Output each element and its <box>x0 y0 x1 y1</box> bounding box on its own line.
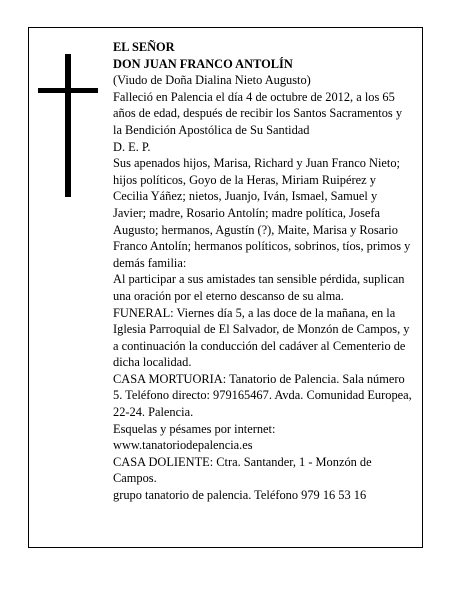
obituary-title: EL SEÑOR <box>113 40 175 54</box>
prayer-paragraph: Al participar a sus amistades tan sensible pérdida, suplican una oración por el eterno descanso de su alma. <box>113 272 405 303</box>
cross-icon <box>65 54 71 197</box>
deceased-name: DON JUAN FRANCO ANTOLÍN <box>113 56 293 71</box>
death-paragraph: Falleció en Palencia el día 4 de octubre de 2012, a los 65 años de edad, después de recibir los Santos Sacramentos y la Bendición Apostólica de Su Santidad <box>113 89 403 137</box>
cross-icon-bar <box>38 88 98 93</box>
casa-mortuoria-paragraph: CASA MORTUORIA: Tanatorio de Palencia. Sala número 5. Teléfono directo: 979165467. Avda. Comunidad Europea, 22-24. Palencia. <box>113 371 412 420</box>
funeral-paragraph: FUNERAL: Viernes día 5, a las doce de la mañana, en la Iglesia Parroquial de El Salvador, de Monzón de Campos, y a continuación la conducción del cadáver al Cementerio de dicha localidad. <box>113 305 410 370</box>
casa-doliente-paragraph: CASA DOLIENTE: Ctra. Santander, 1 - Monzón de Campos. <box>113 454 372 486</box>
obituary-text <box>113 39 413 504</box>
rip-text: D. E. P. <box>113 139 151 154</box>
footer-text: grupo tanatorio de palencia. Teléfono 979 16 53 16 <box>113 488 367 503</box>
widower-note: (Viudo de Doña Dialina Nieto Augusto) <box>113 73 311 88</box>
esquelas-text: Esquelas y pésames por internet: <box>113 421 276 436</box>
family-paragraph: Sus apenados hijos, Marisa, Richard y Juan Franco Nieto; hijos políticos, Goyo de la Heras, Miriam Ruipérez y Cecilia Yáñez; nietos, Juanjo, Iván, Ismael, Samuel y Javier; madre, Rosario Antolín; madre política, Josefa Augusto; hermanos, Agustín (?), Maite, Marisa y Rosario Franco Antolín; hermanos políticos, sobrinos, tíos, primos y demás familia: <box>113 156 411 270</box>
website-text: www.tanatoriodepalencia.es <box>113 438 253 453</box>
